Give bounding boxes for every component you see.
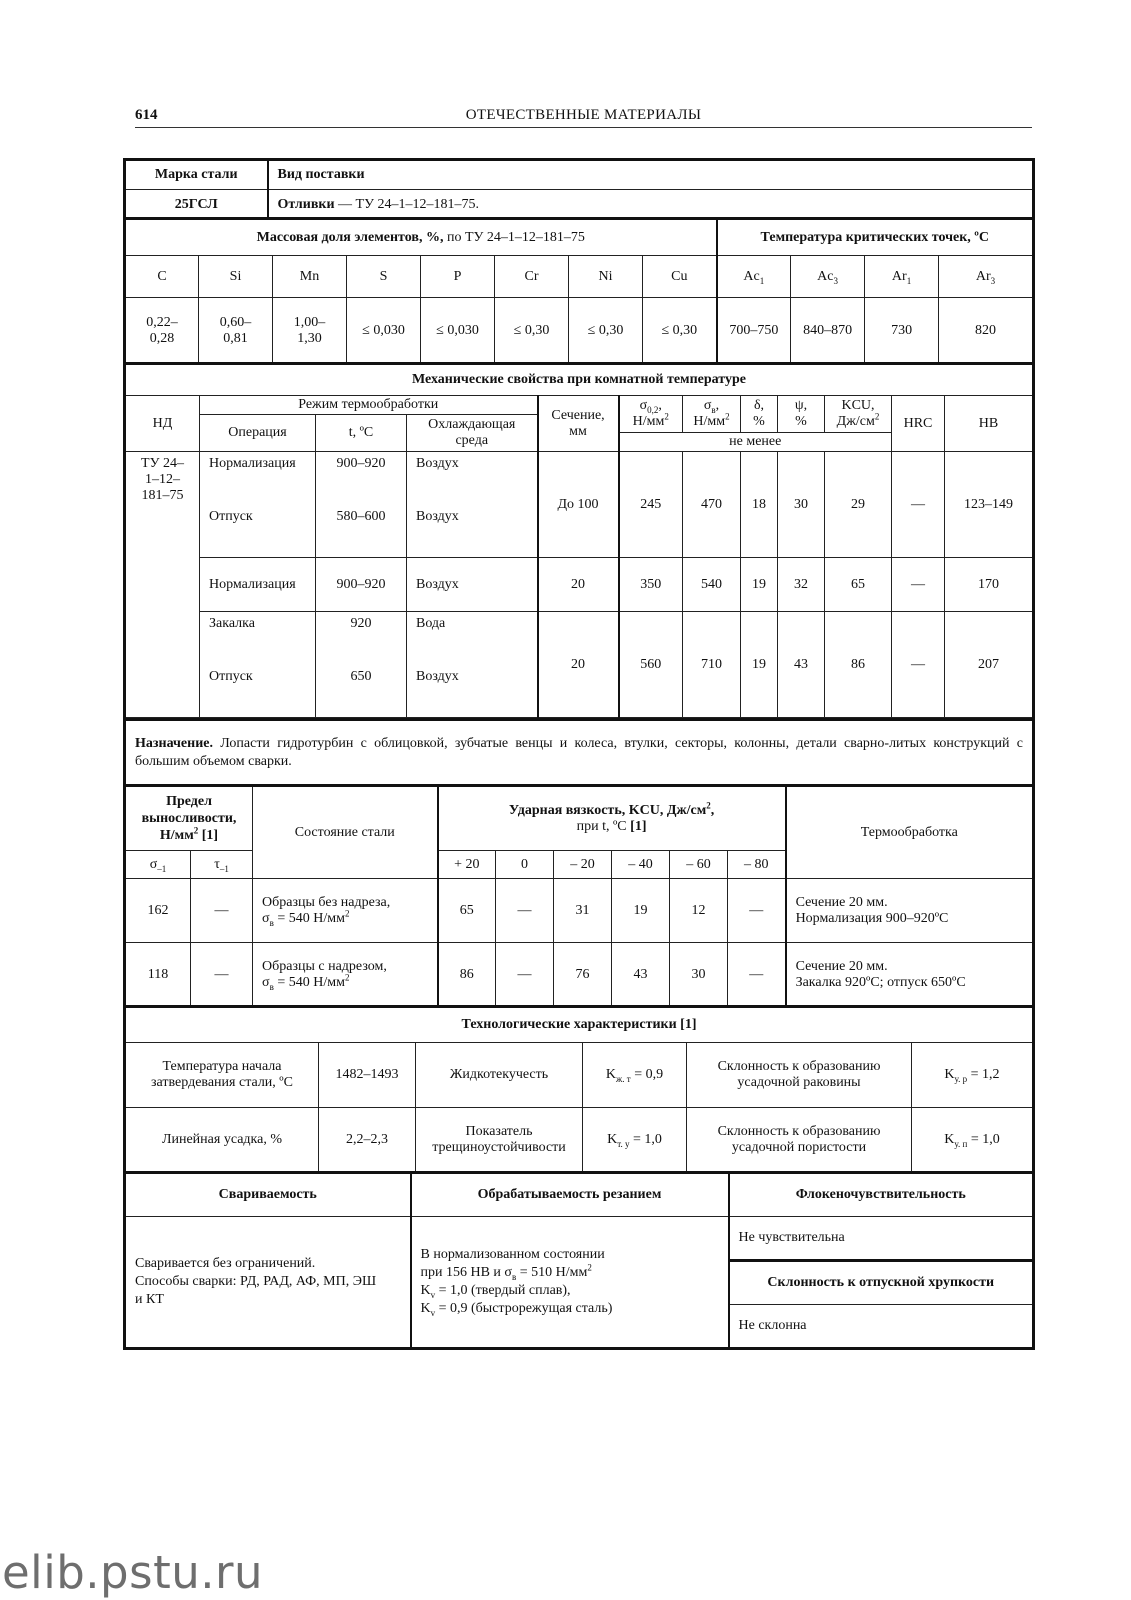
nd-label: НД: [125, 396, 200, 452]
element-symbol: Cu: [643, 256, 717, 298]
purpose-text: Назначение. Лопасти гидротурбин с облицовкой, зубчатые венцы и колеса, втулки, секторы, колонны, детали сварно-литых конструкций с большим объемом сварки.: [125, 720, 1034, 786]
mechanical-row: [125, 612, 1034, 665]
operation-value: Закалка: [200, 612, 316, 665]
kcu-value: 12: [670, 879, 728, 943]
psi-value: 43: [778, 612, 825, 718]
running-title: ОТЕЧЕСТВЕННЫЕ МАТЕРИАЛЫ: [465, 107, 702, 123]
s02-value: 350: [619, 558, 683, 612]
tau-label: $\tau_{-1}$: [191, 851, 253, 879]
element-value: ≤ 0,030: [347, 298, 421, 364]
fluidity-label: Жидкотекучесть: [416, 1043, 583, 1108]
kcu-value: 76: [554, 943, 612, 1007]
kcu-value: —: [728, 943, 786, 1007]
hb-value: 170: [945, 558, 1034, 612]
element-value: 1,00– 1,30: [273, 298, 347, 364]
temperature-value: 900–920: [316, 452, 407, 505]
porosity-value: $K_{у. п} = 1,0$: [912, 1108, 1034, 1172]
element-symbol: C: [125, 256, 199, 298]
elongation-label: δ, %: [741, 396, 778, 433]
cooling-value: Воздух: [407, 558, 538, 612]
mechanical-row: [125, 452, 1034, 505]
temperature-value: 920: [316, 612, 407, 665]
operation-value: Отпуск: [200, 505, 316, 558]
kcu-value: 65: [438, 879, 496, 943]
kcu-value: 65: [825, 558, 892, 612]
nd-value: ТУ 24– 1–12– 181–75: [125, 452, 200, 718]
hb-value: 123–149: [945, 452, 1034, 558]
linear-shrinkage-label: Линейная усадка, %: [125, 1108, 319, 1172]
delta-value: 19: [741, 612, 778, 718]
heat-treatment-label: Термообработка: [786, 786, 1034, 879]
element-symbol: Si: [199, 256, 273, 298]
linear-shrinkage-value: 2,2–2,3: [319, 1108, 416, 1172]
sv-value: 710: [683, 612, 741, 718]
heat-treatment-value: Сечение 20 мм. Закалка 920ºС; отпуск 650ºС: [786, 943, 1034, 1007]
critical-point-value: 820: [939, 298, 1034, 364]
grade-value: 25ГСЛ: [125, 190, 268, 220]
kcu-value: —: [496, 943, 554, 1007]
hb-label: HB: [945, 396, 1034, 452]
cooling-value: Воздух: [407, 665, 538, 718]
kcu-value: 43: [612, 943, 670, 1007]
crack-resistance-value: $K_{т. у} = 1,0$: [583, 1108, 687, 1172]
cooling-value: Воздух: [407, 452, 538, 505]
section-value: 20: [538, 612, 619, 718]
element-symbol: S: [347, 256, 421, 298]
kcu-label: KCU, $Дж/см^2$: [825, 396, 892, 433]
impact-row: [125, 943, 1034, 1007]
yield-label: $\sigma_{0,2}$, $Н/мм^2$: [619, 396, 683, 433]
porosity-label: Склонность к образованию усадочной пористости: [687, 1108, 912, 1172]
endurance-title: Предел выносливости, $Н/мм^2$ [1]: [125, 786, 253, 851]
tech-table: [123, 1005, 1035, 1172]
critical-point-symbol: $Ac_1$: [717, 256, 791, 298]
element-value: ≤ 0,30: [569, 298, 643, 364]
section-value: 20: [538, 558, 619, 612]
kcu-value: 30: [670, 943, 728, 1007]
kcu-value: —: [496, 879, 554, 943]
composition-title: Массовая доля элементов, %, по ТУ 24–1–12–181–75: [125, 219, 717, 256]
hrc-value: —: [892, 558, 945, 612]
weldability-title: Свариваемость: [125, 1173, 411, 1217]
section-value: До 100: [538, 452, 619, 558]
page-number: 614: [135, 107, 158, 123]
element-value: 0,60– 0,81: [199, 298, 273, 364]
endurance-tau: —: [191, 943, 253, 1007]
kcu-value: 86: [438, 943, 496, 1007]
shrink-cavity-label: Склонность к образованию усадочной раковины: [687, 1043, 912, 1108]
operation-label: Операция: [200, 415, 316, 452]
psi-value: 32: [778, 558, 825, 612]
operation-value: Отпуск: [200, 665, 316, 718]
solidification-value: 1482–1493: [319, 1043, 416, 1108]
kcu-value: —: [728, 879, 786, 943]
impact-temp: + 20: [438, 851, 496, 879]
cooling-value: Вода: [407, 612, 538, 665]
temperature-value: 900–920: [316, 558, 407, 612]
reduction-label: ψ, %: [778, 396, 825, 433]
kcu-value: 86: [825, 612, 892, 718]
purpose-table: [123, 718, 1035, 786]
mechanical-title: Механические свойства при комнатной температуре: [125, 364, 1034, 396]
grade-table: [123, 158, 1035, 220]
delta-value: 19: [741, 558, 778, 612]
critical-point-symbol: $Ac_3$: [791, 256, 865, 298]
critical-point-value: 700–750: [717, 298, 791, 364]
endurance-sigma: 118: [125, 943, 191, 1007]
flake-title: Флокеночувствительность: [729, 1173, 1034, 1217]
supply-value: Отливки — ТУ 24–1–12–181–75.: [268, 190, 1034, 220]
impact-temp: – 60: [670, 851, 728, 879]
operation-value: Нормализация: [200, 558, 316, 612]
section-label: Сечение, мм: [538, 396, 619, 452]
temperature-value: 580–600: [316, 505, 407, 558]
impact-row: [125, 879, 1034, 943]
kcu-value: 29: [825, 452, 892, 558]
tech-row: [125, 1043, 1034, 1108]
element-symbol: Mn: [273, 256, 347, 298]
sv-value: 470: [683, 452, 741, 558]
fluidity-value: $K_{ж. т} = 0,9$: [583, 1043, 687, 1108]
kcu-value: 19: [612, 879, 670, 943]
element-header-row: [125, 256, 1034, 298]
endurance-tau: —: [191, 879, 253, 943]
tech-row: [125, 1108, 1034, 1172]
state-label: Состояние стали: [253, 786, 438, 879]
solidification-label: Температура начала затвердевания стали, ºС: [125, 1043, 319, 1108]
supply-label: Вид поставки: [268, 160, 1034, 190]
operation-value: Нормализация: [200, 452, 316, 505]
temper-title: Склонность к отпускной хрупкости: [729, 1261, 1034, 1305]
critical-point-value: 840–870: [791, 298, 865, 364]
flake-value: Не чувствительна: [729, 1217, 1034, 1261]
impact-temp: – 20: [554, 851, 612, 879]
shrink-cavity-value: $K_{у. р} = 1,2$: [912, 1043, 1034, 1108]
impact-temp: 0: [496, 851, 554, 879]
min-label: не менее: [619, 433, 892, 452]
hrc-value: —: [892, 612, 945, 718]
tensile-label: $\sigma_в$, $Н/мм^2$: [683, 396, 741, 433]
hrc-value: —: [892, 452, 945, 558]
psi-value: 30: [778, 452, 825, 558]
crack-resistance-label: Показатель трещиноустойчивости: [416, 1108, 583, 1172]
mode-label: Режим термообработки: [200, 396, 538, 415]
watermark: elib.pstu.ru: [2, 1546, 264, 1599]
critical-point-symbol: $Ar_1$: [865, 256, 939, 298]
bottom-table: [123, 1171, 1035, 1350]
sigma-label: $\sigma_{-1}$: [125, 851, 191, 879]
hrc-label: HRC: [892, 396, 945, 452]
tech-title: Технологические характеристики [1]: [125, 1007, 1034, 1043]
critical-point-value: 730: [865, 298, 939, 364]
grade-label: Марка стали: [125, 160, 268, 190]
element-value-row: [125, 298, 1034, 364]
weldability-text: Сваривается без ограничений. Способы сварки: РД, РАД, АФ, МП, ЭШ и КТ: [125, 1217, 411, 1349]
steel-state: Образцы без надреза, $\sigma_в = 540$ $Н/мм^2$: [253, 879, 438, 943]
cooling-value: Воздух: [407, 505, 538, 558]
hb-value: 207: [945, 612, 1034, 718]
temper-value: Не склонна: [729, 1305, 1034, 1349]
element-symbol: Ni: [569, 256, 643, 298]
impact-table: [123, 784, 1035, 1007]
machinability-text: В нормализованном состоянии при 156 НВ и $\sigma_в = 510$ $Н/мм^2$ $K_v = 1,0$ (твердый сплав), $K_v = 0,9$ (быстрорежущая сталь): [411, 1217, 729, 1349]
endurance-sigma: 162: [125, 879, 191, 943]
running-header: [135, 107, 1032, 128]
kcu-value: 31: [554, 879, 612, 943]
s02-value: 560: [619, 612, 683, 718]
s02-value: 245: [619, 452, 683, 558]
composition-table: [123, 217, 1035, 364]
machinability-title: Обрабатываемость резанием: [411, 1173, 729, 1217]
mechanical-table: [123, 362, 1035, 718]
steel-state: Образцы с надрезом, $\sigma_в = 540$ $Н/мм^2$: [253, 943, 438, 1007]
element-symbol: P: [421, 256, 495, 298]
temperature-value: 650: [316, 665, 407, 718]
element-value: ≤ 0,030: [421, 298, 495, 364]
sv-value: 540: [683, 558, 741, 612]
impact-temp: – 80: [728, 851, 786, 879]
element-symbol: Cr: [495, 256, 569, 298]
heat-treatment-value: Сечение 20 мм. Нормализация 900–920ºС: [786, 879, 1034, 943]
kcu-title: Ударная вязкость, KCU, $Дж/см^2$, при t, ºС [1]: [438, 786, 786, 851]
delta-value: 18: [741, 452, 778, 558]
element-value: ≤ 0,30: [643, 298, 717, 364]
impact-temp: – 40: [612, 851, 670, 879]
element-value: ≤ 0,30: [495, 298, 569, 364]
mechanical-row: [125, 558, 1034, 612]
element-value: 0,22– 0,28: [125, 298, 199, 364]
temperature-label: t, ºС: [316, 415, 407, 452]
critical-point-symbol: $Ar_3$: [939, 256, 1034, 298]
critical-points-title: Температура критических точек, ºС: [717, 219, 1034, 256]
cooling-label: Охлаждающая среда: [407, 415, 538, 452]
